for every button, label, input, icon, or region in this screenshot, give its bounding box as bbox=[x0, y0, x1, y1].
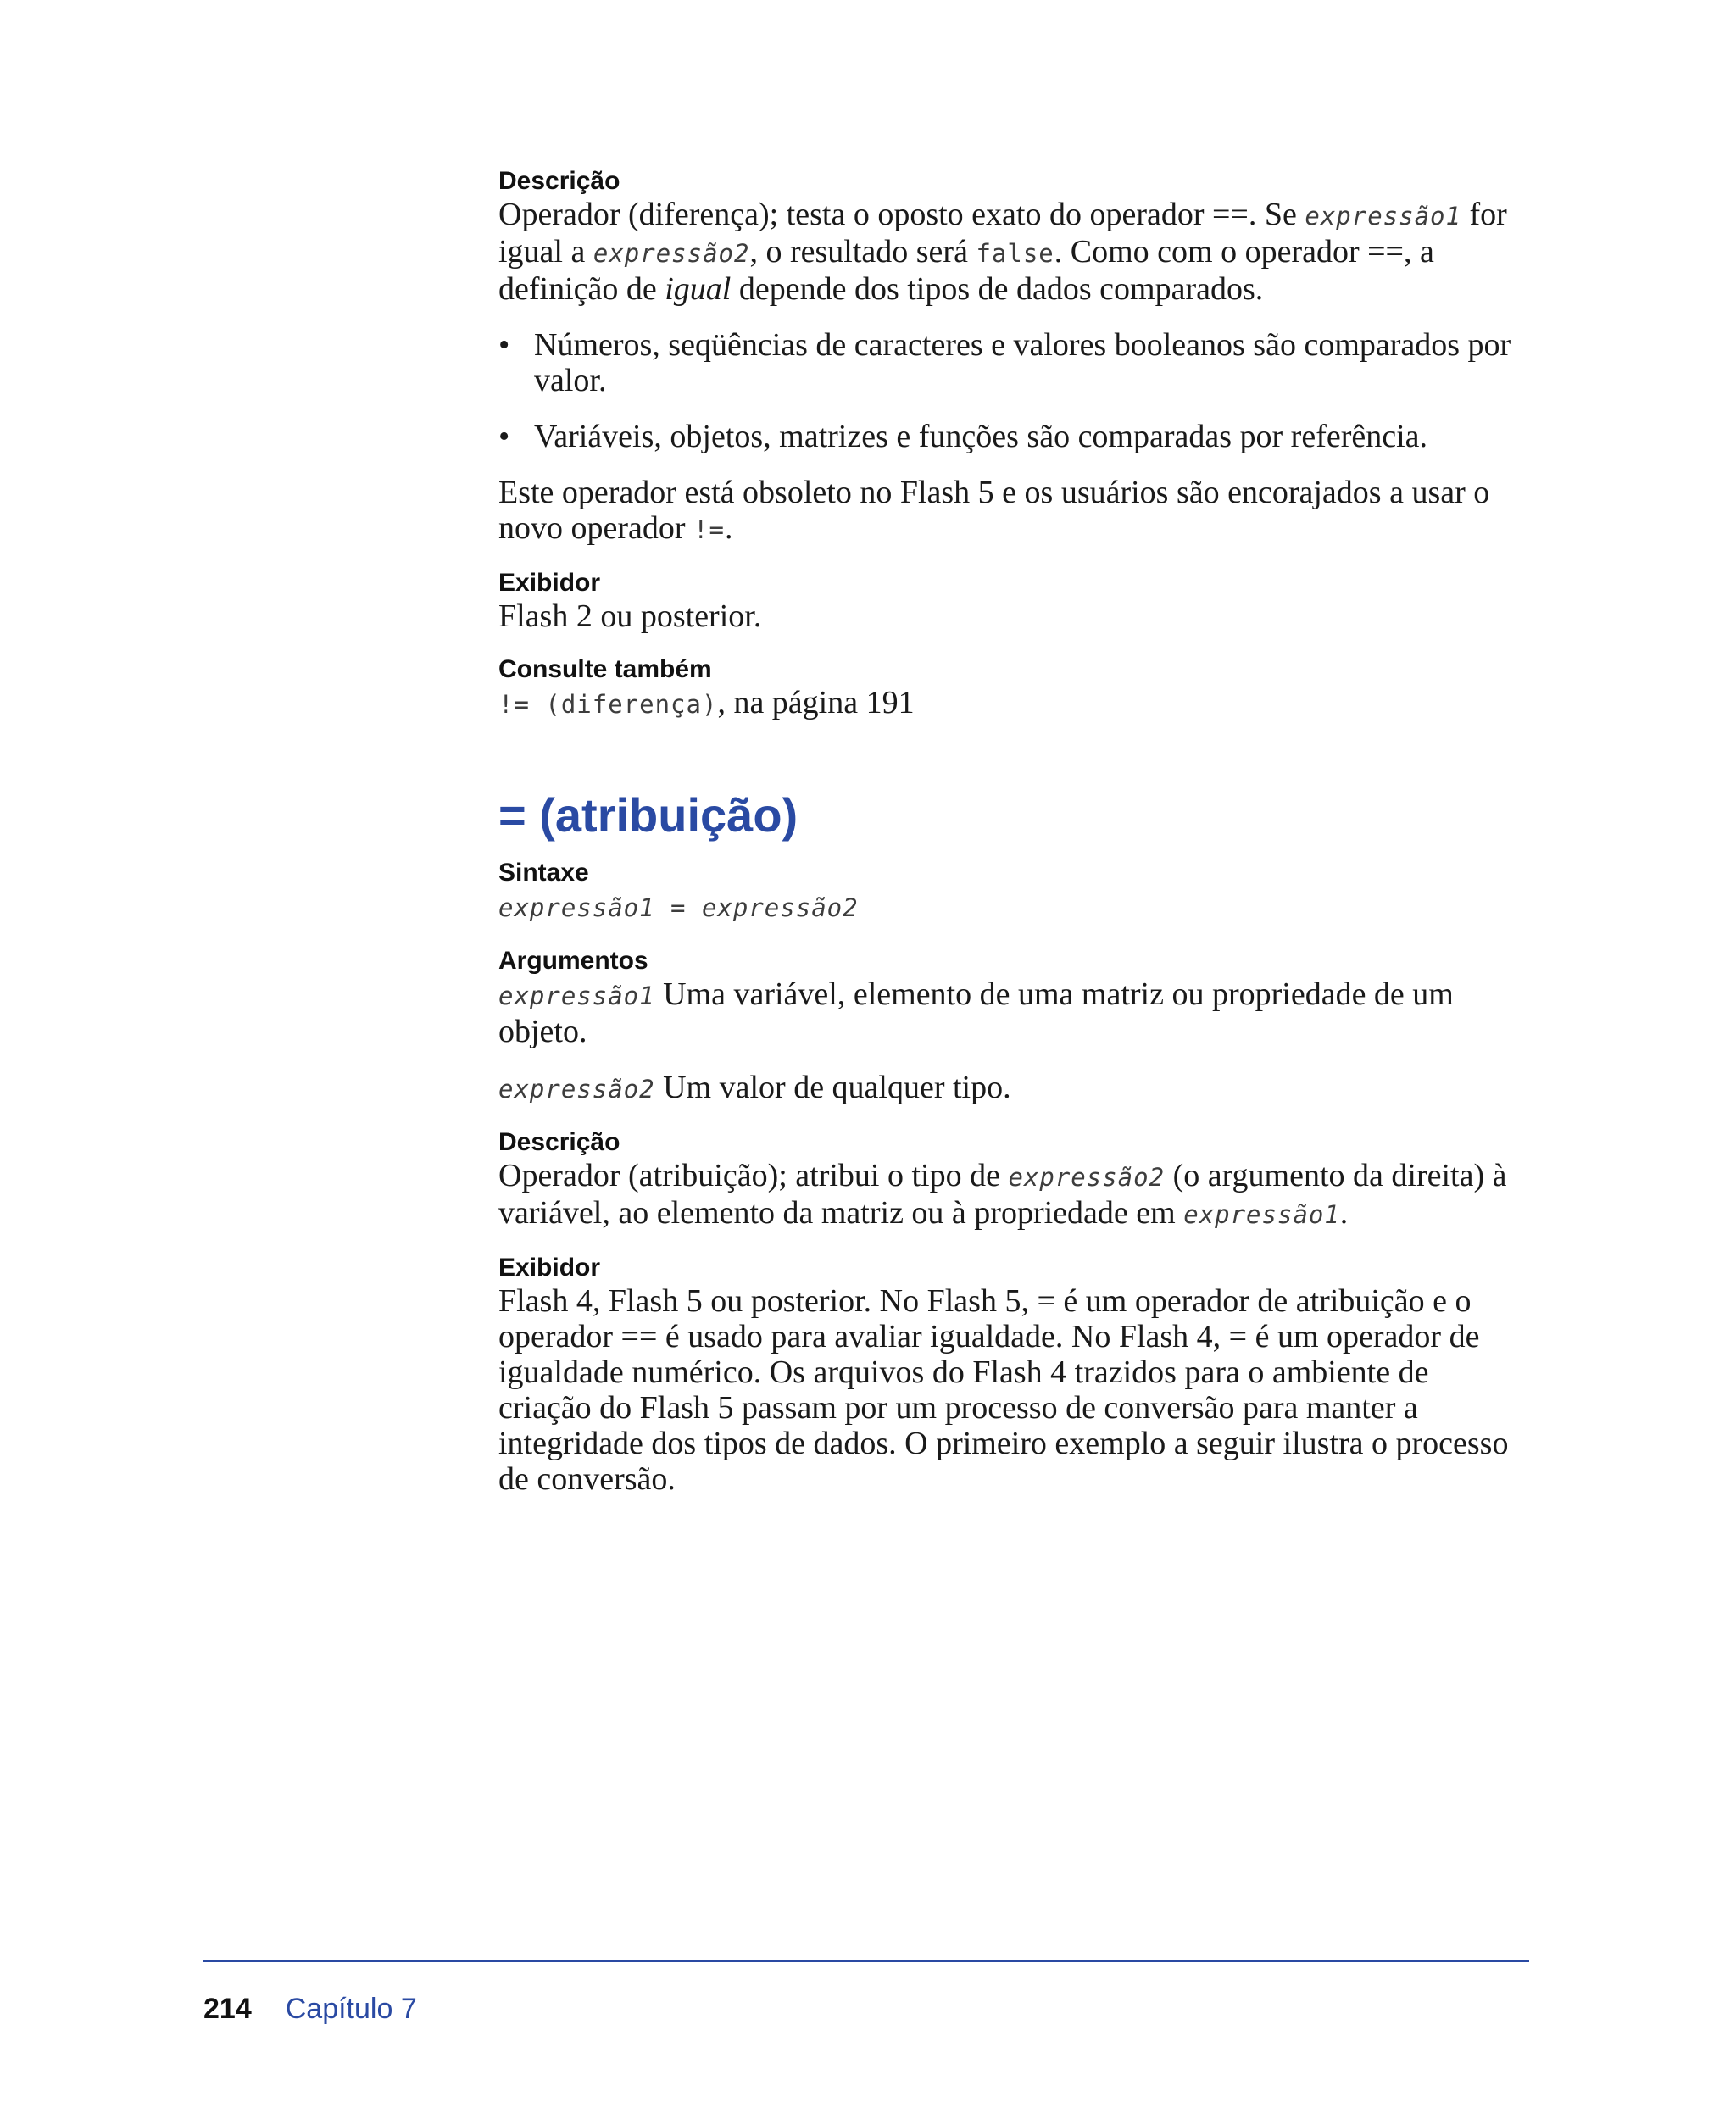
exibidor-label: Exibidor bbox=[498, 569, 601, 597]
sintaxe-code: expressão1 = expressão2 bbox=[498, 893, 859, 922]
consulte-text: != (diferença), na página 191 bbox=[498, 685, 915, 720]
exibidor-label-2: Exibidor bbox=[498, 1254, 601, 1282]
list-item: • Números, seqüências de caracteres e valores booleanos são comparados por valor. bbox=[498, 327, 1511, 398]
page-number: 214 bbox=[203, 1993, 252, 2025]
emphasis-igual: igual bbox=[665, 271, 732, 307]
code-not-equal: != bbox=[693, 515, 725, 544]
page-footer bbox=[203, 1992, 417, 2026]
argument-1: expressão1 Uma variável, elemento de uma matriz ou propriedade de um objeto. bbox=[498, 976, 1454, 1049]
bullet-icon: • bbox=[498, 327, 510, 363]
footer-rule bbox=[203, 1960, 1529, 1962]
consulte-label: Consulte também bbox=[498, 655, 712, 683]
code-expressao1: expressão1 bbox=[1305, 202, 1461, 231]
argumentos-label: Argumentos bbox=[498, 947, 648, 975]
exibidor-text: Flash 2 ou posterior. bbox=[498, 598, 762, 634]
exibidor-text-2: Flash 4, Flash 5 ou posterior. No Flash 5, = é um operador de atribuição e o operador == é usado para avaliar igualdade. No Flash 4, = é um operador de igualdade numérico. Os arquivos do Flash 4 trazidos para o ambiente de criação do Flash 5 passam por um processo de conversão para manter a integridade dos tipos de dados. O primeiro exemplo a seguir ilustra o processo de conversão. bbox=[498, 1283, 1509, 1497]
code-expressao2: expressão2 bbox=[593, 239, 750, 268]
code-false: false bbox=[976, 239, 1054, 268]
argument-2: expressão2 Um valor de qualquer tipo. bbox=[498, 1070, 1011, 1105]
descricao-label-2: Descrição bbox=[498, 1128, 620, 1156]
obsolete-note: Este operador está obsoleto no Flash 5 e os usuários são encorajados a usar o novo operador !=. bbox=[498, 475, 1490, 546]
chapter-label: Capítulo 7 bbox=[285, 1993, 417, 2025]
descricao-label: Descrição bbox=[498, 167, 620, 195]
list-item: • Variáveis, objetos, matrizes e funções são comparadas por referência. bbox=[498, 419, 1428, 454]
bullet-icon: • bbox=[498, 419, 510, 454]
sintaxe-label: Sintaxe bbox=[498, 859, 589, 887]
entry-title: = (atribuição) bbox=[498, 788, 798, 842]
cross-reference-link[interactable]: != (diferença) bbox=[498, 690, 718, 719]
bullet-list bbox=[498, 327, 1516, 454]
descricao-text: Operador (diferença); testa o oposto exato do operador ==. Se expressão1 for igual a expressão2, o resultado será false. Como com o operador ==, a definição de igual depende dos tipos de dados comparados. bbox=[498, 197, 1507, 307]
page-content bbox=[498, 166, 1516, 1497]
descricao-text-2: Operador (atribuição); atribui o tipo de expressão2 (o argumento da direita) à variável, ao elemento da matriz ou à propriedade em expressão1. bbox=[498, 1158, 1507, 1231]
